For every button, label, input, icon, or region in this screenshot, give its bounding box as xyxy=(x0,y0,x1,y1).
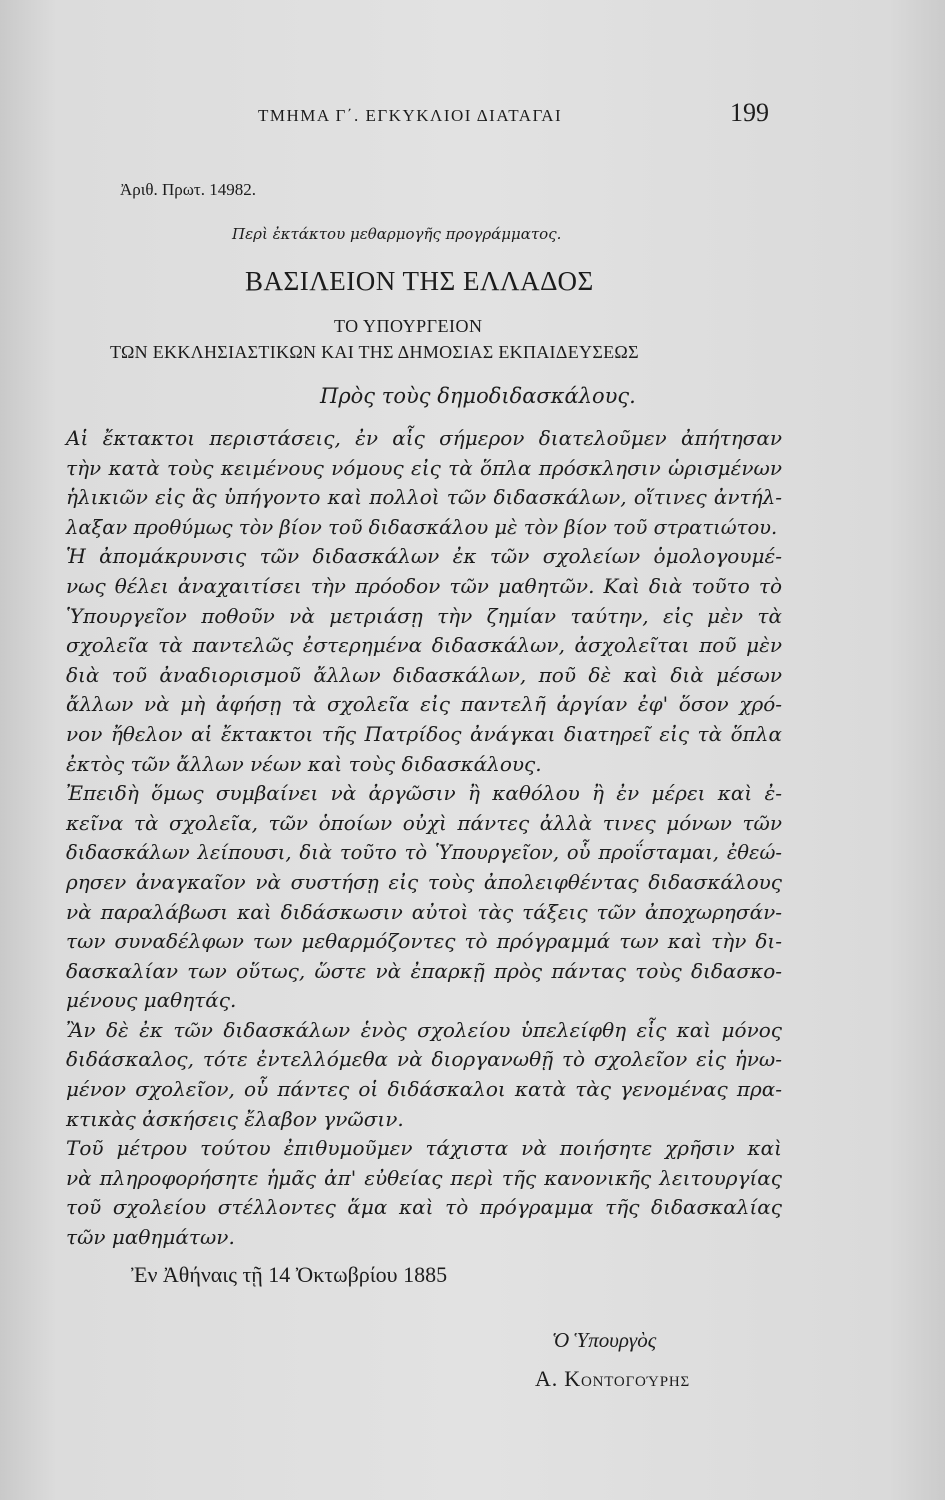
body-line: Ὑπουργεῖον ποθοῦν νὰ μετριάσῃ τὴν ζημίαν ταύτην, εἰς μὲν τὰ xyxy=(66,603,782,628)
body-line: τῶν μαθημάτων. xyxy=(66,1225,235,1250)
body-line: διδασκάλων λείπουσι, διὰ τοῦτο τὸ Ὑπουργεῖον, οὗ προΐσταμαι, ἐθεώ- xyxy=(66,841,782,865)
body-line: τοῦ σχολείου στέλλοντες ἅμα καὶ τὸ πρόγραμμα τῆς διδασκαλίας xyxy=(66,1195,782,1220)
body-line: ρησεν ἀναγκαῖον νὰ συστήσῃ εἰς τοὺς ἀπολειφθέντας διδασκάλους xyxy=(66,869,782,894)
body-line: μένους μαθητάς. xyxy=(66,988,237,1013)
body-line: Ἡ ἀπομάκρυνσις τῶν διδασκάλων ἐκ τῶν σχολείων ὁμολογουμέ- xyxy=(66,544,782,569)
body-line: δασκαλίαν των οὕτως, ὥστε νὰ ἐπαρκῇ πρὸς πάντας τοὺς διδασκο- xyxy=(66,958,782,983)
signature-name: Α. Κοντογούρης xyxy=(535,1366,691,1391)
body-line: Ἐπειδὴ ὅμως συμβαίνει νὰ ἀργῶσιν ἢ καθόλου ἢ ἐν μέρει καὶ ἐ- xyxy=(66,781,782,806)
body-line: Ἂν δὲ ἐκ τῶν διδασκάλων ἑνὸς σχολείου ὑπελείφθη εἷς καὶ μόνος xyxy=(66,1017,782,1042)
ministry-full-name: ΤΩΝ ΕΚΚΛΗΣΙΑΣΤΙΚΩΝ ΚΑΙ ΤΗΣ ΔΗΜΟΣΙΑΣ ΕΚΠΑΙΔΕΥΣΕΩΣ xyxy=(110,342,639,362)
body-line: διδάσκαλος, τότε ἐντελλόμεθα νὰ διοργανωθῇ τὸ σχολεῖον εἰς ἡνω- xyxy=(66,1047,782,1072)
running-head: ΤΜΗΜΑ Γ΄. ΕΓΚΥΚΛΙΟΙ ΔΙΑΤΑΓΑΙ xyxy=(258,106,563,125)
ministry-heading: ΤΟ ΥΠΟΥΡΓΕΙΟΝ xyxy=(334,316,483,336)
date-line: Ἐν Ἀθήναις τῇ 14 Ὀκτωβρίου 1885 xyxy=(131,1262,448,1287)
body-line: κεῖνα τὰ σχολεῖα, τῶν ὁποίων οὐχὶ πάντες ἀλλὰ τινες μόνων τῶν xyxy=(66,810,782,835)
body-line: νὰ παραλάβωσι καὶ διδάσκωσιν αὐτοὶ τὰς τάξεις τῶν ἀποχωρησάν- xyxy=(66,899,782,924)
body-line: των συναδέλφων των μεθαρμόζοντες τὸ πρόγραμμά των καὶ τὴν δι- xyxy=(66,929,782,954)
body-line: σχολεῖα τὰ παντελῶς ἐστερημένα διδασκάλων, ἀσχολεῖται ποῦ μὲν xyxy=(66,633,782,658)
body-line: τὴν κατὰ τοὺς κειμένους νόμους εἰς τὰ ὅπλα πρόσκλησιν ὡρισμένων xyxy=(66,455,782,480)
body-line: ἐκτὸς τῶν ἄλλων νέων καὶ τοὺς διδασκάλους. xyxy=(66,751,542,776)
body-line: Τοῦ μέτρου τούτου ἐπιθυμοῦμεν τάχιστα νὰ ποιήσητε χρῆσιν καὶ xyxy=(66,1136,782,1161)
body-line: ἄλλων νὰ μὴ ἀφήσῃ τὰ σχολεῖα εἰς παντελῆ ἀργίαν ἐφ' ὅσον χρό- xyxy=(66,692,782,717)
signature-title: Ὁ Ὑπουργὸς xyxy=(552,1328,657,1352)
kingdom-heading: ΒΑΣΙΛΕΙΟΝ ΤΗΣ ΕΛΛΑΔΟΣ xyxy=(245,266,594,296)
body-line: Αἱ ἔκτακτοι περιστάσεις, ἐν αἷς σήμερον διατελοῦμεν ἀπήτησαν xyxy=(66,426,782,450)
body-line: νως θέλει ἀναχαιτίσει τὴν πρόοδον τῶν μαθητῶν. Καὶ διὰ τοῦτο τὸ xyxy=(66,573,782,598)
body-line: νον ἤθελον αἱ ἔκτακτοι τῆς Πατρίδος ἀνάγκαι διατηρεῖ εἰς τὰ ὅπλα xyxy=(66,721,782,746)
body-line: διὰ τοῦ ἀναδιορισμοῦ ἄλλων διδασκάλων, ποῦ δὲ καὶ διὰ μέσων xyxy=(66,662,782,687)
body-line: ἡλικιῶν εἰς ἃς ὑπήγοντο καὶ πολλοὶ τῶν διδασκάλων, οἵτινες ἀντήλ- xyxy=(66,485,782,510)
body-line: μένον σχολεῖον, οὗ πάντες οἱ διδάσκαλοι κατὰ τὰς γενομένας πρα- xyxy=(66,1077,782,1102)
protocol-number: Ἀριθ. Πρωτ. 14982. xyxy=(120,180,257,199)
page-number: 199 xyxy=(730,98,769,127)
letter-body xyxy=(66,424,782,1253)
body-line: νὰ πληροφορήσητε ἡμᾶς ἀπ' εὐθείας περὶ τῆς κανονικῆς λειτουργίας xyxy=(66,1165,782,1190)
body-line: λαξαν προθύμως τὸν βίον τοῦ διδασκάλου μὲ τὸν βίον τοῦ στρατιώτου. xyxy=(66,515,778,539)
addressee-line: Πρὸς τοὺς δημοδιδασκάλους. xyxy=(320,384,636,408)
subject-line: Περὶ ἐκτάκτου μεθαρμογῆς προγράμματος. xyxy=(232,225,562,243)
body-line: κτικὰς ἀσκήσεις ἔλαβον γνῶσιν. xyxy=(66,1106,404,1131)
